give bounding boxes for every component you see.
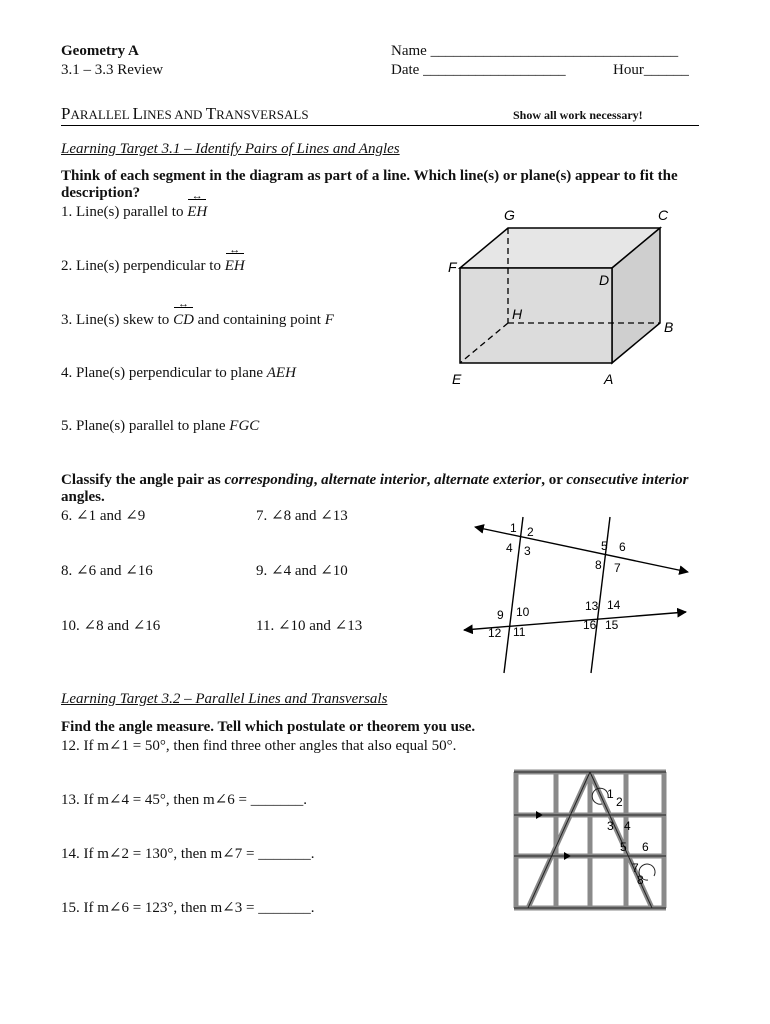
lt2-heading: Learning Target 3.2 – Parallel Lines and Transversals xyxy=(61,691,388,707)
question-8: 8. ∠6 and ∠16 xyxy=(61,563,153,579)
question-14: 14. If m∠2 = 130°, then m∠7 = _______. xyxy=(61,846,315,862)
rectangular-prism-diagram xyxy=(440,200,690,395)
angle-label-4: 4 xyxy=(506,541,513,555)
show-work-note: Show all work necessary! xyxy=(513,108,643,122)
transversal-diagram xyxy=(460,515,700,675)
title-divider xyxy=(61,125,699,126)
course-title: Geometry A xyxy=(61,43,139,59)
vertex-label-f: F xyxy=(448,259,457,275)
angle-label-11: 11 xyxy=(513,625,526,639)
hour-field[interactable]: Hour______ xyxy=(613,62,689,78)
angle-label-12: 12 xyxy=(488,626,502,640)
section-title: PARALLEL LINES AND TRANSVERSALS xyxy=(61,104,309,123)
angle-label-2: 2 xyxy=(527,525,534,539)
grid-angle-label-4: 4 xyxy=(624,819,631,833)
name-field[interactable]: Name _________________________________ xyxy=(391,43,679,59)
line-symbol-eh: EH ↔ xyxy=(187,203,207,221)
question-3: 3. Line(s) skew to CD ↔ and containing point F xyxy=(61,311,334,329)
review-subtitle: 3.1 – 3.3 Review xyxy=(61,62,164,78)
classify-instructions: Classify the angle pair as corresponding, alternate interior, alternate exterior, or consecutive interior xyxy=(61,472,689,488)
angle-label-14: 14 xyxy=(607,598,621,612)
vertex-label-b: B xyxy=(664,319,674,335)
question-6: 6. ∠1 and ∠9 xyxy=(61,508,146,524)
grid-angle-label-3: 3 xyxy=(607,819,614,833)
line-symbol-cd: CD ↔ xyxy=(173,311,194,329)
angle-label-9: 9 xyxy=(497,608,504,622)
question-2: 2. Line(s) perpendicular to EH ↔ xyxy=(61,257,245,275)
question-1: 1. Line(s) parallel to EH ↔ xyxy=(61,203,207,221)
vertex-label-g: G xyxy=(504,207,515,223)
angle-label-6: 6 xyxy=(619,540,626,554)
question-11: 11. ∠10 and ∠13 xyxy=(256,618,363,634)
angle-label-8: 8 xyxy=(595,558,602,572)
angle-label-1: 1 xyxy=(510,521,517,535)
angle-label-7: 7 xyxy=(614,561,621,575)
grid-angle-label-6: 6 xyxy=(642,840,649,854)
angle-label-3: 3 xyxy=(524,544,531,558)
question-9: 9. ∠4 and ∠10 xyxy=(256,563,348,579)
question-7: 7. ∠8 and ∠13 xyxy=(256,508,348,524)
question-4: 4. Plane(s) perpendicular to plane AEH xyxy=(61,365,296,381)
question-13: 13. If m∠4 = 45°, then m∠6 = _______. xyxy=(61,792,307,808)
vertex-label-a: A xyxy=(604,371,614,387)
vertex-label-d: D xyxy=(599,272,610,288)
parallel-arrow-2 xyxy=(564,852,571,860)
angle-label-10: 10 xyxy=(516,605,530,619)
question-5: 5. Plane(s) parallel to plane FGC xyxy=(61,418,260,434)
grid-angle-label-8: 8 xyxy=(637,873,644,887)
grid-angle-label-7: 7 xyxy=(632,861,639,875)
angle-label-16: 16 xyxy=(583,618,597,632)
grid-angle-label-2: 2 xyxy=(616,795,623,809)
question-12: 12. If m∠1 = 50°, then find three other angles that also equal 50°. xyxy=(61,738,457,754)
question-15: 15. If m∠6 = 123°, then m∠3 = _______. xyxy=(61,900,315,916)
line-symbol-eh: EH ↔ xyxy=(225,257,245,275)
prism-front-face xyxy=(460,268,612,363)
vertex-label-h: H xyxy=(512,306,523,322)
vertex-label-c: C xyxy=(658,207,669,223)
date-field[interactable]: Date ___________________ xyxy=(391,62,566,78)
vertex-label-e: E xyxy=(452,371,462,387)
classify-instructions-2: angles. xyxy=(61,489,105,505)
question-10: 10. ∠8 and ∠16 xyxy=(61,618,161,634)
angle-label-15: 15 xyxy=(605,618,619,632)
lt2-instructions: Find the angle measure. Tell which postulate or theorem you use. xyxy=(61,719,476,735)
parallel-lines-grid-diagram xyxy=(510,768,670,913)
angle-label-13: 13 xyxy=(585,599,599,613)
parallel-arrow-1 xyxy=(536,811,543,819)
lt1-heading: Learning Target 3.1 – Identify Pairs of Lines and Angles xyxy=(61,141,400,157)
lt1-instructions-2: description? xyxy=(61,185,141,201)
grid-angle-label-5: 5 xyxy=(620,840,627,854)
grid-angle-label-1: 1 xyxy=(607,787,614,801)
lt1-instructions: Think of each segment in the diagram as part of a line. Which line(s) or plane(s) appear to fit the xyxy=(61,168,678,184)
angle-label-5: 5 xyxy=(601,539,608,553)
